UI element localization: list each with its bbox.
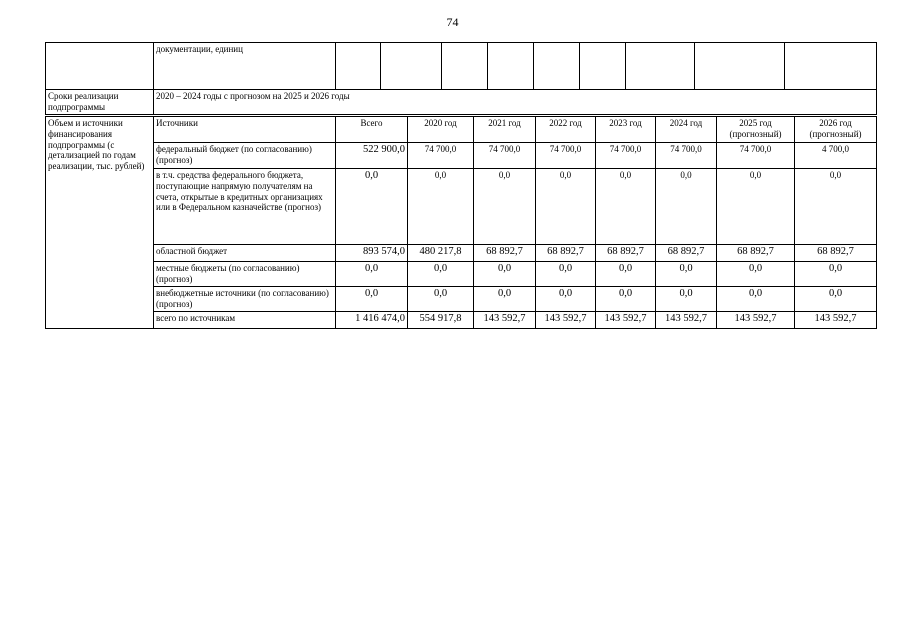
table-row xyxy=(46,90,877,115)
value-cell: 0,0 xyxy=(656,287,717,312)
source-label: в т.ч. средства федерального бюджета, поступающие напрямую получателям на счета, открытые в кредитных организациях или в Федеральном казначействе (прогноз) xyxy=(154,169,336,245)
value-cell: 0,0 xyxy=(717,287,795,312)
value-cell: 0,0 xyxy=(408,262,474,287)
value-cell: 0,0 xyxy=(336,169,408,245)
value-cell: 0,0 xyxy=(474,262,536,287)
source-label: всего по источникам xyxy=(154,312,336,329)
source-label: внебюджетные источники (по согласованию) (прогноз) xyxy=(154,287,336,312)
value-cell: 74 700,0 xyxy=(656,143,717,169)
header-cell: 2021 год xyxy=(474,117,536,143)
financing-label: Объем и источники финансирования подпрограммы (с детализацией по годам реализации, тыс. рублей) xyxy=(46,117,154,329)
value-cell: 0,0 xyxy=(336,262,408,287)
value-cell: 0,0 xyxy=(717,262,795,287)
header-cell: 2024 год xyxy=(656,117,717,143)
value-cell: 0,0 xyxy=(536,262,596,287)
value-cell: 522 900,0 xyxy=(336,143,408,169)
value-cell: 0,0 xyxy=(596,169,656,245)
header-row xyxy=(46,117,877,143)
value-cell: 143 592,7 xyxy=(474,312,536,329)
table-row xyxy=(46,169,877,245)
header-cell: Источники xyxy=(154,117,336,143)
value-cell: 74 700,0 xyxy=(717,143,795,169)
value-cell: 1 416 474,0 xyxy=(336,312,408,329)
value-cell: 893 574,0 xyxy=(336,245,408,262)
value-cell: 0,0 xyxy=(596,287,656,312)
value-cell: 0,0 xyxy=(408,287,474,312)
value-cell: 68 892,7 xyxy=(717,245,795,262)
value-cell: 0,0 xyxy=(474,169,536,245)
source-label: федеральный бюджет (по согласованию) (прогноз) xyxy=(154,143,336,169)
value-cell: 68 892,7 xyxy=(656,245,717,262)
top-table xyxy=(45,42,877,115)
value-cell: 4 700,0 xyxy=(795,143,877,169)
value-cell: 68 892,7 xyxy=(474,245,536,262)
value-cell: 68 892,7 xyxy=(596,245,656,262)
header-cell: 2020 год xyxy=(408,117,474,143)
value-cell: 0,0 xyxy=(656,169,717,245)
header-cell: Всего xyxy=(336,117,408,143)
value-cell: 143 592,7 xyxy=(536,312,596,329)
value-cell: 74 700,0 xyxy=(408,143,474,169)
value-cell: 74 700,0 xyxy=(596,143,656,169)
header-cell: 2026 год (прогнозный) xyxy=(795,117,877,143)
header-cell: 2022 год xyxy=(536,117,596,143)
value-cell: 0,0 xyxy=(795,287,877,312)
value-cell: 0,0 xyxy=(656,262,717,287)
value-cell: 0,0 xyxy=(717,169,795,245)
table-row xyxy=(46,43,877,90)
indicator-text: документации, единиц xyxy=(154,43,336,90)
terms-label: Сроки реализации подпрограммы xyxy=(46,90,154,115)
header-cell: 2023 год xyxy=(596,117,656,143)
table-row xyxy=(46,287,877,312)
value-cell: 480 217,8 xyxy=(408,245,474,262)
page-number: 74 xyxy=(446,15,459,29)
value-cell: 68 892,7 xyxy=(795,245,877,262)
value-cell: 0,0 xyxy=(336,287,408,312)
source-label: областной бюджет xyxy=(154,245,336,262)
table-row xyxy=(46,143,877,169)
terms-text: 2020 – 2024 годы с прогнозом на 2025 и 2026 годы xyxy=(154,90,877,115)
value-cell: 143 592,7 xyxy=(795,312,877,329)
value-cell: 68 892,7 xyxy=(536,245,596,262)
table-row xyxy=(46,245,877,262)
empty-cell xyxy=(46,43,154,90)
value-cell: 0,0 xyxy=(408,169,474,245)
value-cell: 0,0 xyxy=(795,262,877,287)
value-cell: 0,0 xyxy=(795,169,877,245)
value-cell: 143 592,7 xyxy=(717,312,795,329)
value-cell: 74 700,0 xyxy=(474,143,536,169)
value-cell: 0,0 xyxy=(536,287,596,312)
source-label: местные бюджеты (по согласованию) (прогноз) xyxy=(154,262,336,287)
table-row xyxy=(46,262,877,287)
value-cell: 143 592,7 xyxy=(596,312,656,329)
value-cell: 74 700,0 xyxy=(536,143,596,169)
value-cell: 143 592,7 xyxy=(656,312,717,329)
value-cell: 554 917,8 xyxy=(408,312,474,329)
value-cell: 0,0 xyxy=(474,287,536,312)
value-cell: 0,0 xyxy=(536,169,596,245)
table-row xyxy=(46,312,877,329)
value-cell: 0,0 xyxy=(596,262,656,287)
header-cell: 2025 год (прогнозный) xyxy=(717,117,795,143)
financing-table xyxy=(45,116,877,329)
